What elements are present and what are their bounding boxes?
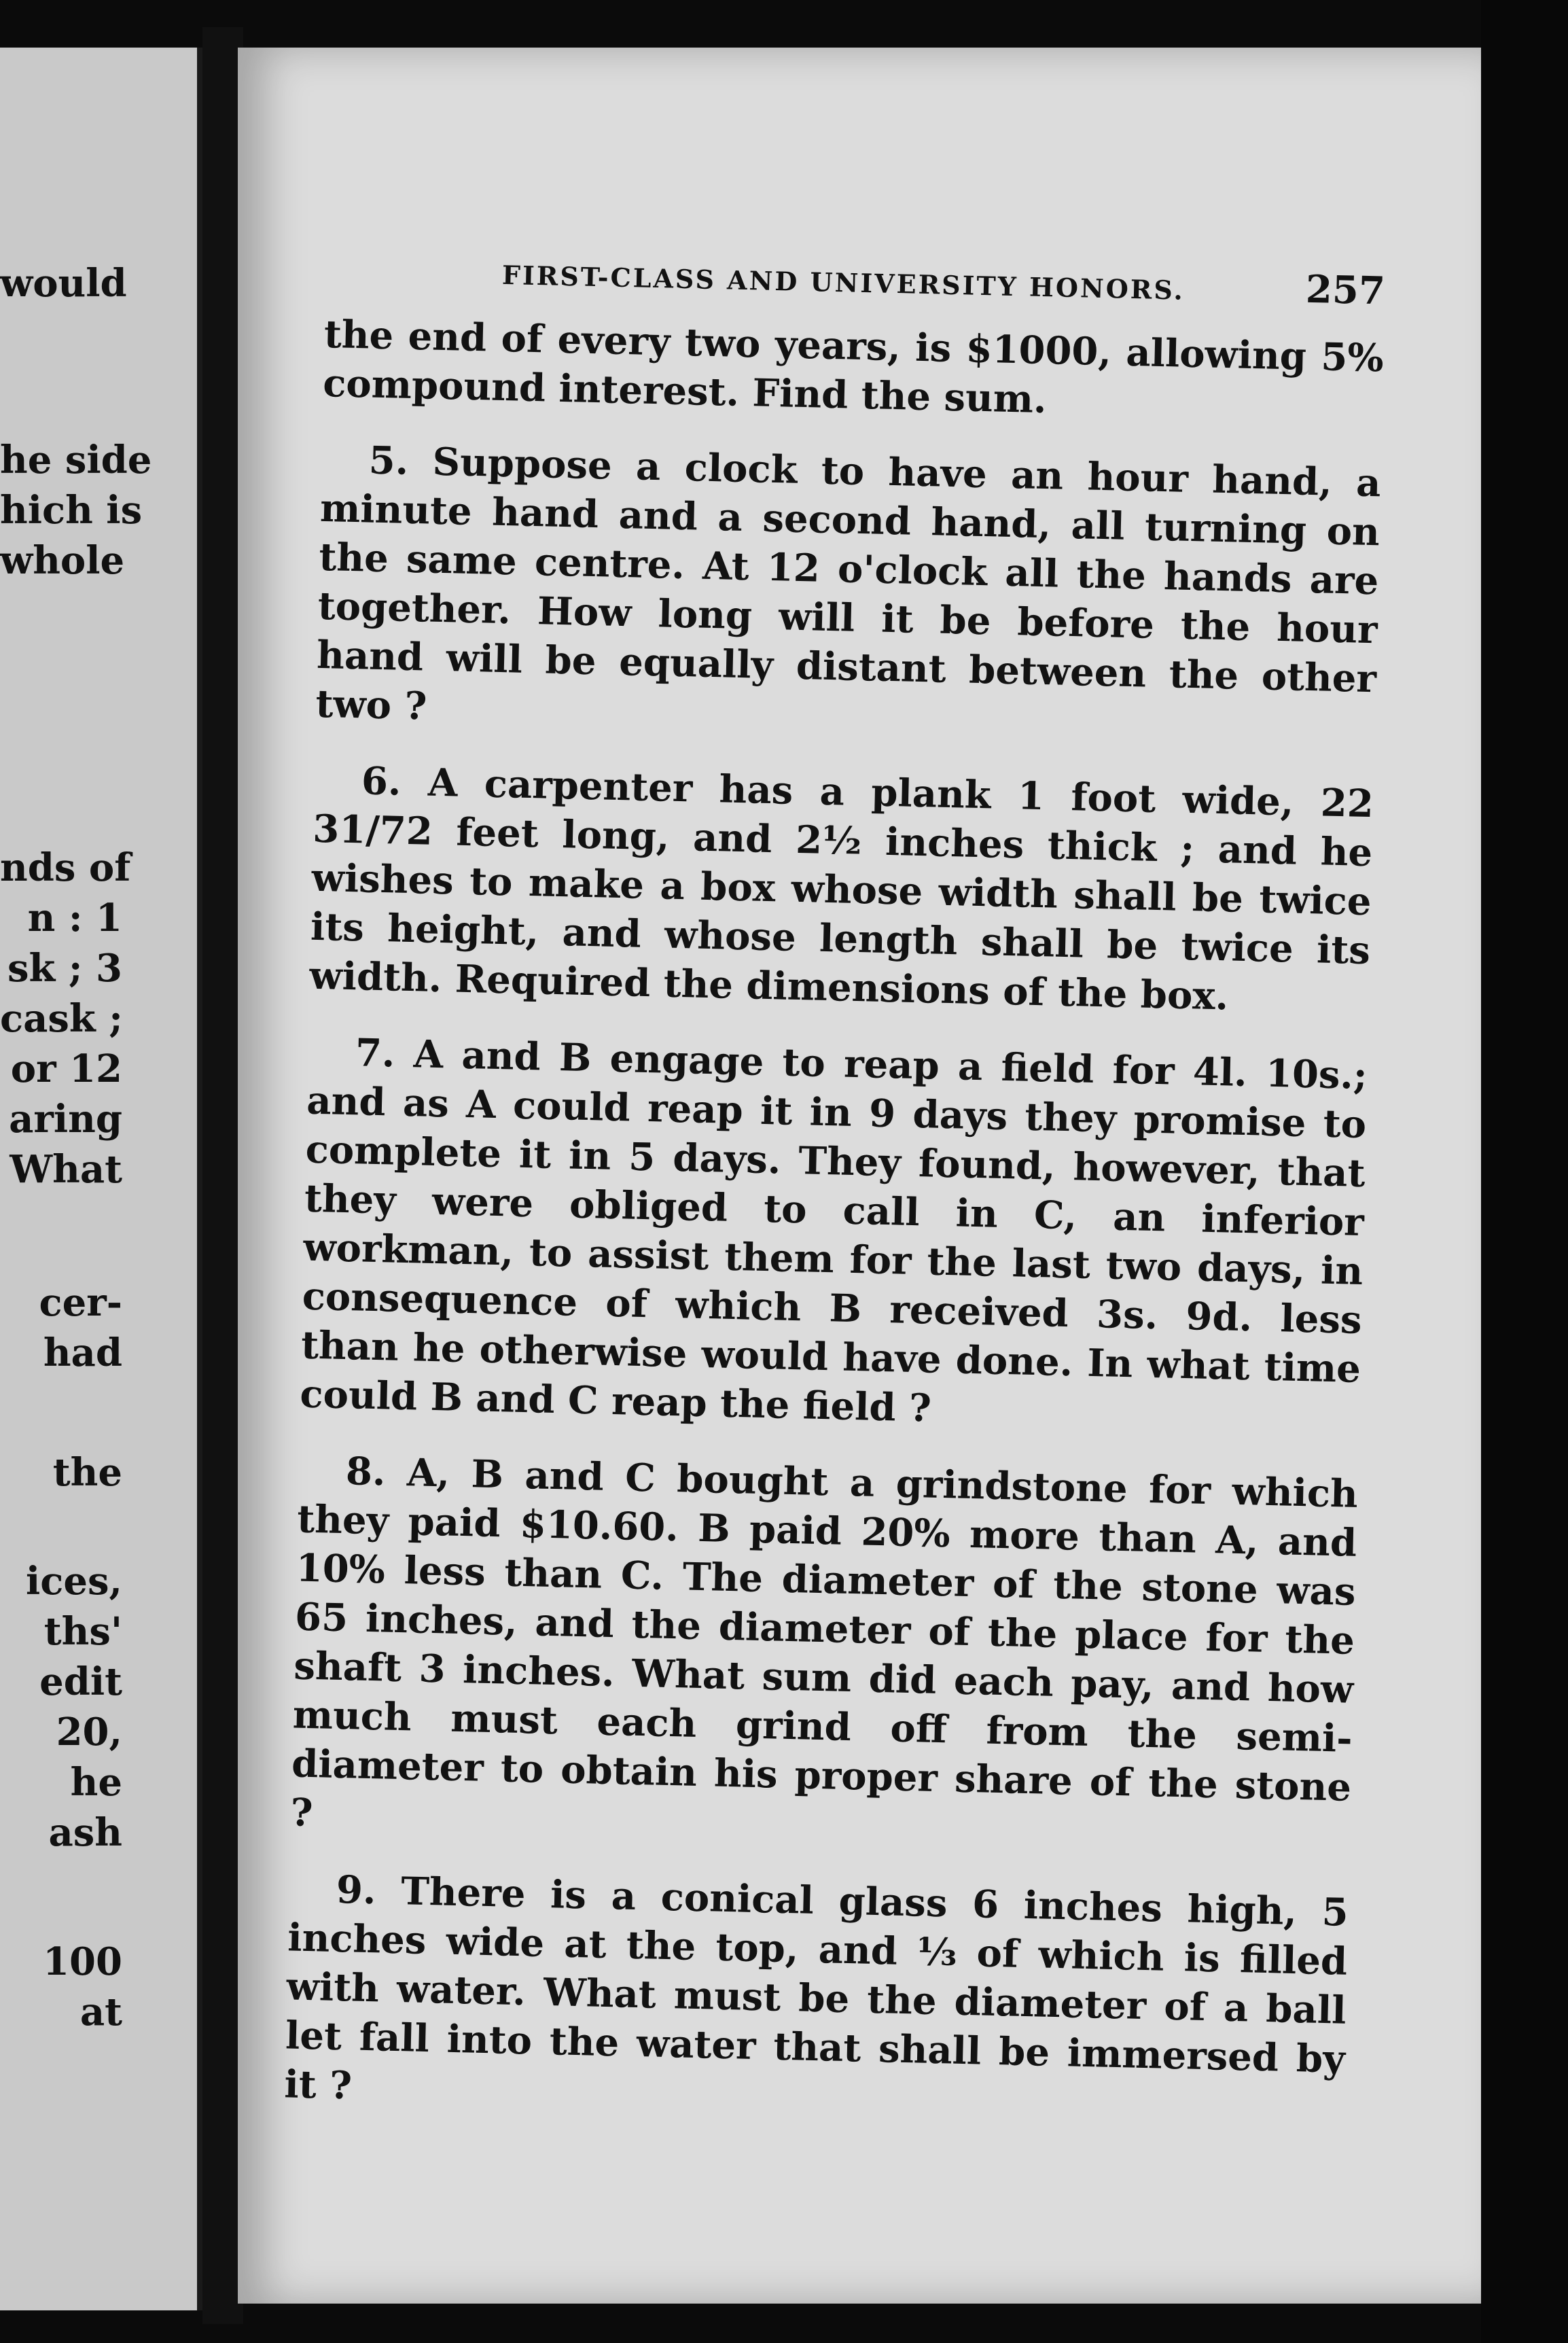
left-page-fragment: hich is xyxy=(0,488,143,533)
left-page-fragment: would xyxy=(0,261,127,306)
left-page-fragment: 20, xyxy=(56,1710,122,1755)
left-page-fragment: at xyxy=(79,1990,122,2034)
page-edge-shadow xyxy=(1481,0,1568,2343)
left-page-fragment: cer- xyxy=(39,1280,122,1325)
left-page-fragment: whole xyxy=(0,538,125,583)
left-page-fragment: aring xyxy=(9,1097,122,1142)
problem-8: 8. A, B and C bought a grindstone for which they paid $10.60. B paid 20% more than A, and 10% less than C. The diameter of the stone was 65 inches, and the diameter of the place for the shaft 3 inches. What sum did each pay, and how much must each grind off from the semi-diameter to obtain his proper share of the stone ? xyxy=(289,1449,1359,1836)
left-page-fragment: edit xyxy=(39,1659,122,1704)
running-head: FIRST-CLASS AND UNIVERSITY HONORS. xyxy=(501,259,1186,306)
left-page-fragment: What xyxy=(10,1147,122,1192)
left-page-fragment: ash xyxy=(48,1810,122,1855)
left-page-fragment: n : 1 xyxy=(27,896,122,940)
left-page-fragment: 100 xyxy=(43,1939,122,1984)
left-page-fragment: he xyxy=(70,1760,122,1805)
left-page-fragment: or 12 xyxy=(10,1046,122,1091)
left-page-fragment: cask ; xyxy=(0,996,123,1041)
page-header xyxy=(325,245,1386,313)
page-number: 257 xyxy=(1305,266,1386,314)
right-page xyxy=(238,48,1481,2304)
left-page-fragment: sk ; 3 xyxy=(7,946,122,991)
problem-5: 5. Suppose a clock to have an hour hand, a minute hand and a second hand, all turning on the same centre. At 12 o'clock all the hands are together. How long will it be before the hour hand will be equally distant between the other two ? xyxy=(315,438,1382,729)
paragraph-continuation: the end of every two years, is $1000, allowing 5% compound interest. Find the sum. xyxy=(322,311,1385,423)
left-page-fragment: ices, xyxy=(25,1559,122,1604)
left-page-fragment: ths' xyxy=(43,1609,122,1654)
left-page-fragment: had xyxy=(43,1331,122,1375)
problem-6: 6. A carpenter has a plank 1 foot wide, 22 31/72 feet long, and 2½ inches thick ; and he wishes to make a box whose width shall be twice its height, and whose length shall be twice its width. Required the dimensions of the box. xyxy=(308,758,1374,1019)
problem-7: 7. A and B engage to reap a field for 4l. 10s.; and as A could reap it in 9 days they promise to complete it in 5 days. They found, however, that they were obliged to call in C, an inferior workman, to assist them for the last two days, in consequence of which B received 3s. 9d. less than he otherwise would have done. In what time could B and C reap the field ? xyxy=(299,1030,1368,1431)
left-page-fragment: nds of xyxy=(0,845,131,890)
left-page-fragment: the xyxy=(52,1450,122,1495)
problem-9: 9. There is a conical glass 6 inches high, 5 inches wide at the top, and ⅓ of which is filled with water. What must be the diameter of a ball let fall into the water that shall be immersed by it ? xyxy=(283,1867,1349,2109)
page-content xyxy=(283,245,1386,2160)
left-page-fragment: he side xyxy=(0,438,152,482)
left-page xyxy=(0,48,202,2310)
book-gutter xyxy=(202,27,243,2324)
